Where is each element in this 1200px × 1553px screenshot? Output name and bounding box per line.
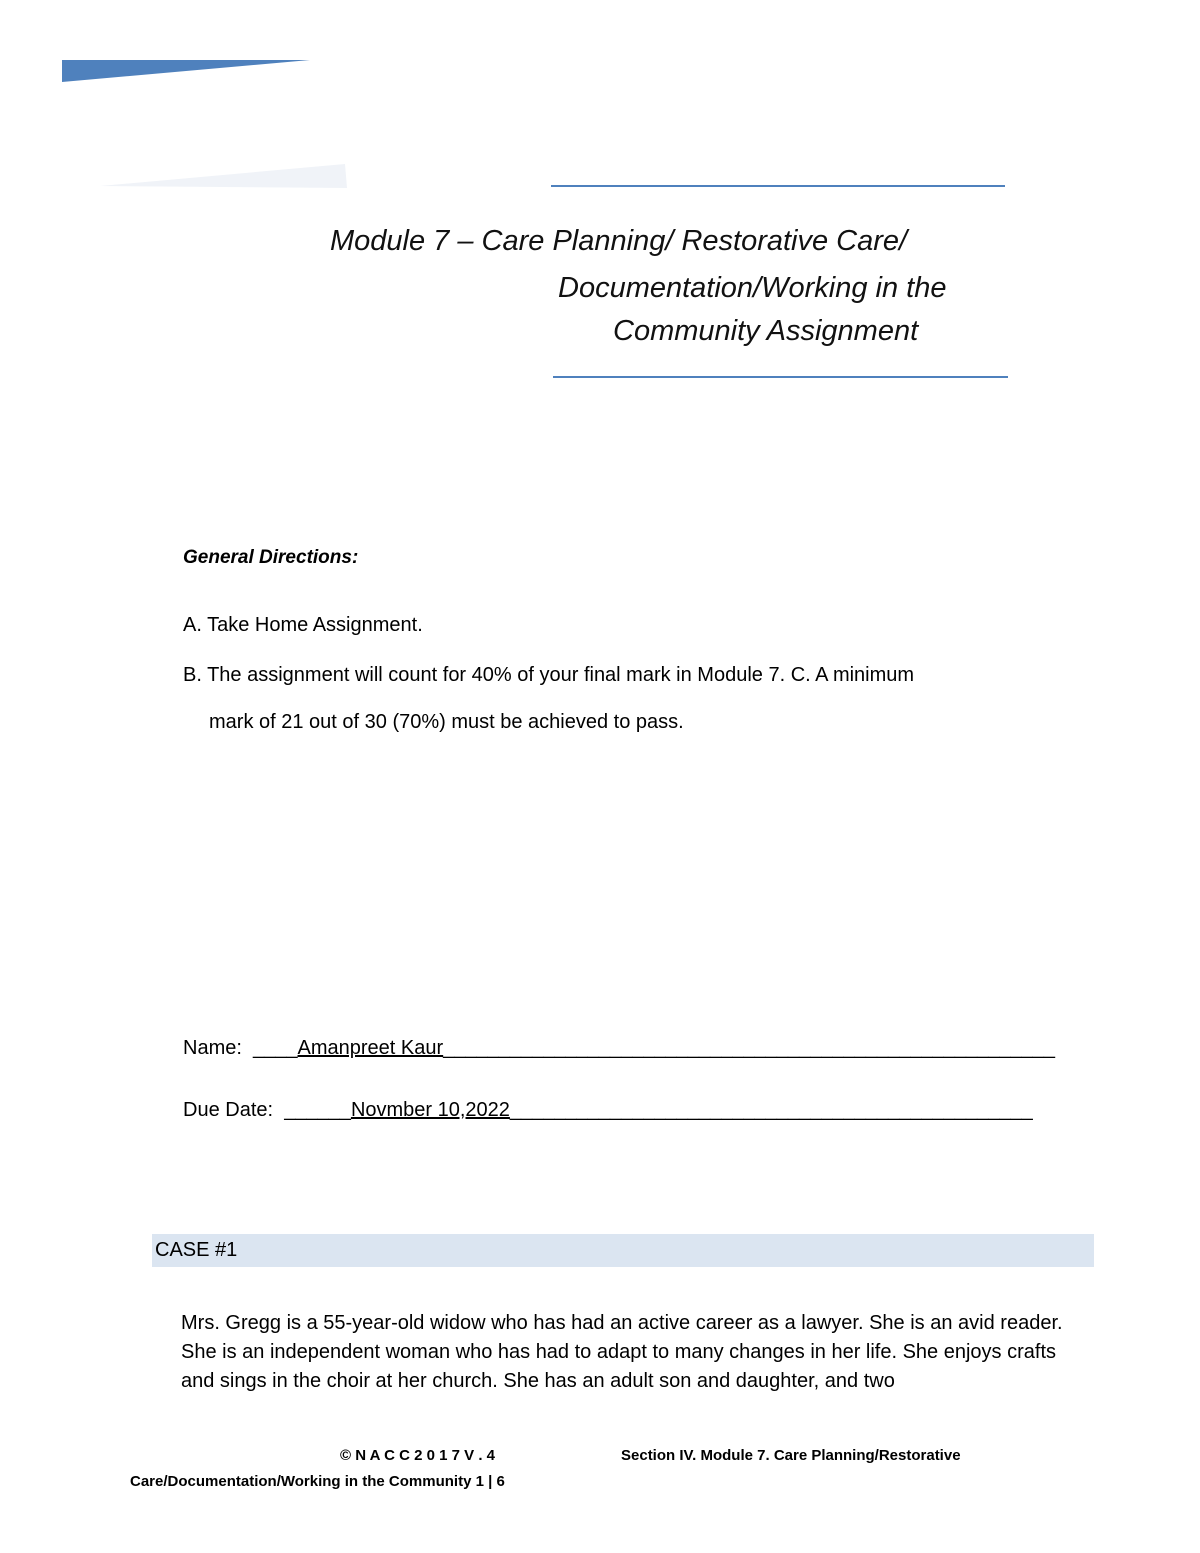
direction-item-b: B. The assignment will count for 40% of your final mark in Module 7. C. A minimum xyxy=(183,664,915,686)
title-line-1: Module 7 – Care Planning/ Restorative Care/ xyxy=(330,225,908,257)
name-underline-lead: ____ xyxy=(253,1037,298,1059)
title-line-2: Documentation/Working in the xyxy=(558,272,947,304)
header-decoration-faint xyxy=(95,160,350,192)
case-label: CASE #1 xyxy=(155,1239,238,1261)
header-decoration xyxy=(60,55,312,85)
footer-copyright: © N A C C 2 0 1 7 V . 4 xyxy=(340,1447,495,1464)
case-paragraph: Mrs. Gregg is a 55-year-old widow who has had an active career as a lawyer. She is an avid reader. She is an independent woman who has had to adapt to many changes in her life. She enjoys crafts and sings in the choir at her church. She has an adult son and daughter, and two xyxy=(181,1312,1063,1392)
due-date-value: Novmber 10,2022 xyxy=(350,1099,510,1121)
title-rule-top xyxy=(551,185,1005,187)
footer-line-2: Care/Documentation/Working in the Community 1 | 6 xyxy=(130,1473,505,1490)
due-date-field[interactable] xyxy=(183,1099,1033,1122)
due-date-label: Due Date: xyxy=(183,1099,274,1121)
general-directions-heading: General Directions: xyxy=(183,547,359,568)
name-value: Amanpreet Kaur xyxy=(297,1037,444,1059)
name-field[interactable] xyxy=(183,1037,1055,1060)
name-label: Name: xyxy=(183,1037,242,1059)
direction-item-b-continued: mark of 21 out of 30 (70%) must be achieved to pass. xyxy=(209,711,684,733)
due-date-underline-trail: _______________________________________________ xyxy=(509,1099,1033,1121)
direction-item-a: A. Take Home Assignment. xyxy=(183,614,423,636)
name-underline-trail: _______________________________________________________ xyxy=(443,1037,1055,1059)
title-line-3: Community Assignment xyxy=(613,315,919,347)
case-header-bar xyxy=(152,1234,1094,1267)
due-date-underline-lead: ______ xyxy=(284,1099,351,1121)
footer-section: Section IV. Module 7. Care Planning/Restorative xyxy=(621,1447,961,1464)
title-rule-bottom xyxy=(553,376,1008,378)
